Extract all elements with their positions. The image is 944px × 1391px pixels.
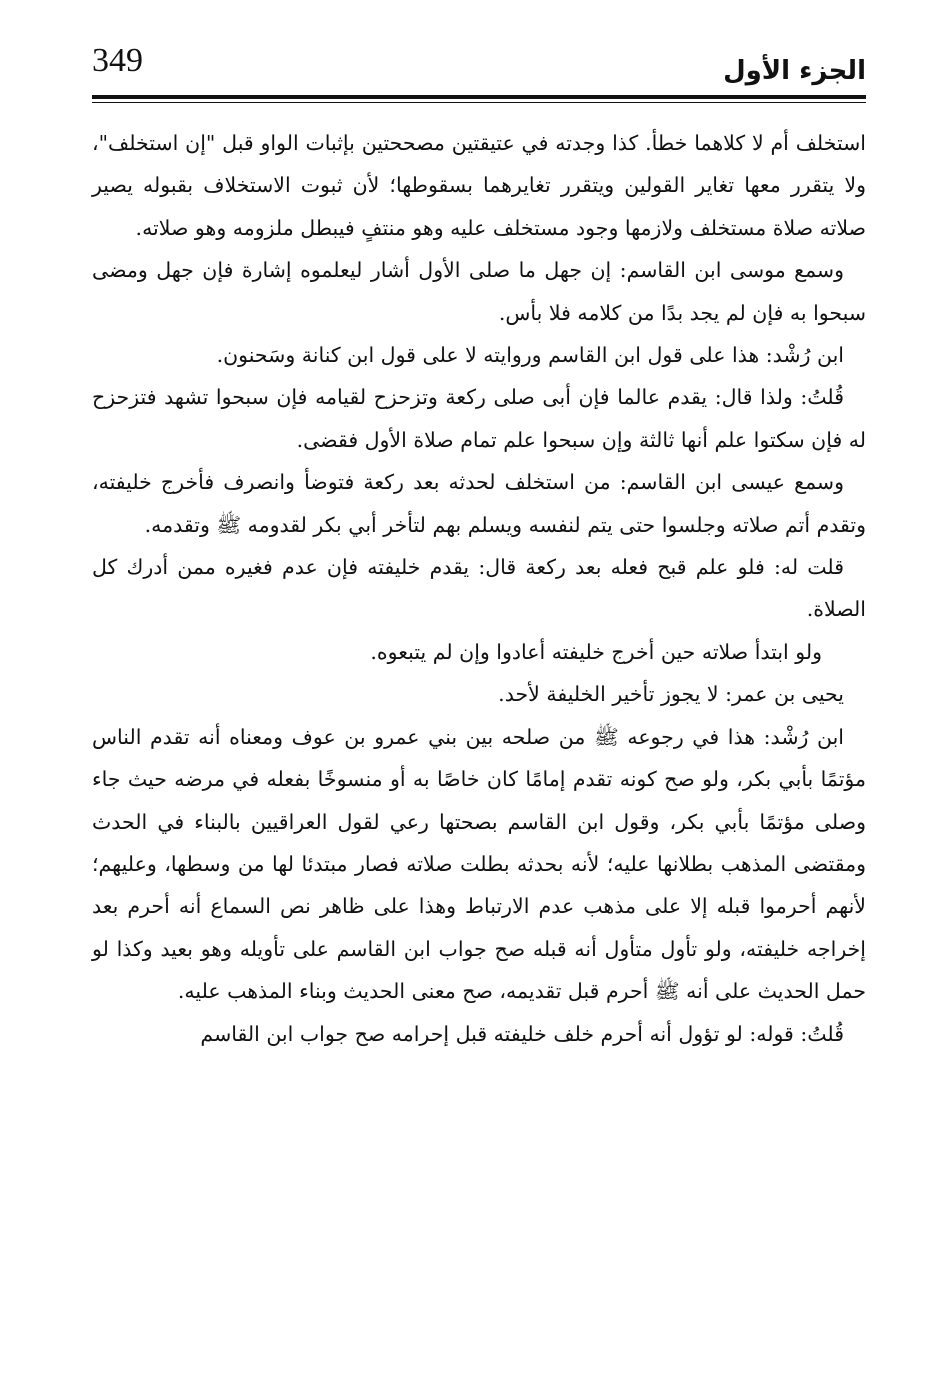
paragraph: ولو ابتدأ صلاته حين أخرج خليفته أعادوا وإن لم يتبعوه. xyxy=(370,639,822,664)
paragraph: قلت له: فلو علم قبح فعله بعد ركعة قال: يقدم خليفته فإن عدم فغيره ممن أدرك كل الصلاة. xyxy=(92,555,866,622)
paragraph: ابن رُشْد: هذا في رجوعه ﷺ من صلحه بين بني عمرو بن عوف ومعناه أنه تقدم الناس مؤتمًا بأبي بكر، ولو صح كونه تقدم إمامًا كان خاصًا به أو منسوخًا بفعله في مرضه حيث جاء وصلى مؤتمًا بأبي بكر، وقول ابن القاسم بصحتها رعي لقول العراقيين بالبناء في الحدث ومقتضى المذهب بطلانها عليه؛ لأنه بحدثه بطلت صلاته فصار مبتدئا لها من وسطها، وعليهم؛ لأنهم أحرموا قبله إلا على مذهب عدم الارتباط وهذا على ظاهر نص السماع أنه أحرم بعد إخراجه خليفته، ولو تأول متأول أنه قبله صح جواب ابن القاسم على تأويله وهو بعيد وكذا لو حمل الحديث على أنه ﷺ أحرم قبل تقديمه، صح معنى الحديث وبناء المذهب عليه. xyxy=(92,724,866,1004)
header-rule-thin xyxy=(92,102,866,103)
page-number: 349 xyxy=(92,42,143,79)
paragraph: قُلتُ: قوله: لو تؤول أنه أحرم خلف خليفته قبل إحرامه صح جواب ابن القاسم xyxy=(200,1021,844,1046)
paragraph: استخلف أم لا كلاهما خطأ. كذا وجدته في عتيقتين مصححتين بإثبات الواو قبل "إن استخلف"، ولا يتقرر معها تغاير القولين ويتقرر تغايرهما بسقوطها؛ لأن ثبوت الاستخلاف بقبوله يصير صلاته صلاة مستخلف ولازمها وجود مستخلف عليه وهو منتفٍ فيبطل ملزومه وهو صلاته. xyxy=(92,131,866,240)
paragraph: وسمع موسى ابن القاسم: إن جهل ما صلى الأول أشار ليعلموه إشارة فإن جهل ومضى سبحوا به فإن لم يجد بدًا من كلامه فلا بأس. xyxy=(92,258,866,325)
paragraph: يحيى بن عمر: لا يجوز تأخير الخليفة لأحد. xyxy=(498,682,844,707)
page-body xyxy=(92,122,866,1055)
paragraph: ابن رُشْد: هذا على قول ابن القاسم وروايته لا على قول ابن كنانة وسَحنون. xyxy=(216,343,844,368)
paragraph: قُلتُ: ولذا قال: يقدم عالما فإن أبى صلى ركعة وتزحزح لقيامه فإن سبحوا تشهد فتزحزح له فإن سكتوا علم أنها ثالثة وإن سبحوا علم تمام صلاة الأول فقضى. xyxy=(92,385,866,452)
paragraph: وسمع عيسى ابن القاسم: من استخلف لحدثه بعد ركعة فتوضأ وانصرف فأخرج خليفته، وتقدم أتم صلاته وجلسوا حتى يتم لنفسه ويسلم بهم لتأخر أبي بكر لقدومه ﷺ وتقدمه. xyxy=(92,470,866,537)
running-header-title: الجزء الأول xyxy=(723,56,866,86)
header-rule-thick xyxy=(92,95,866,99)
